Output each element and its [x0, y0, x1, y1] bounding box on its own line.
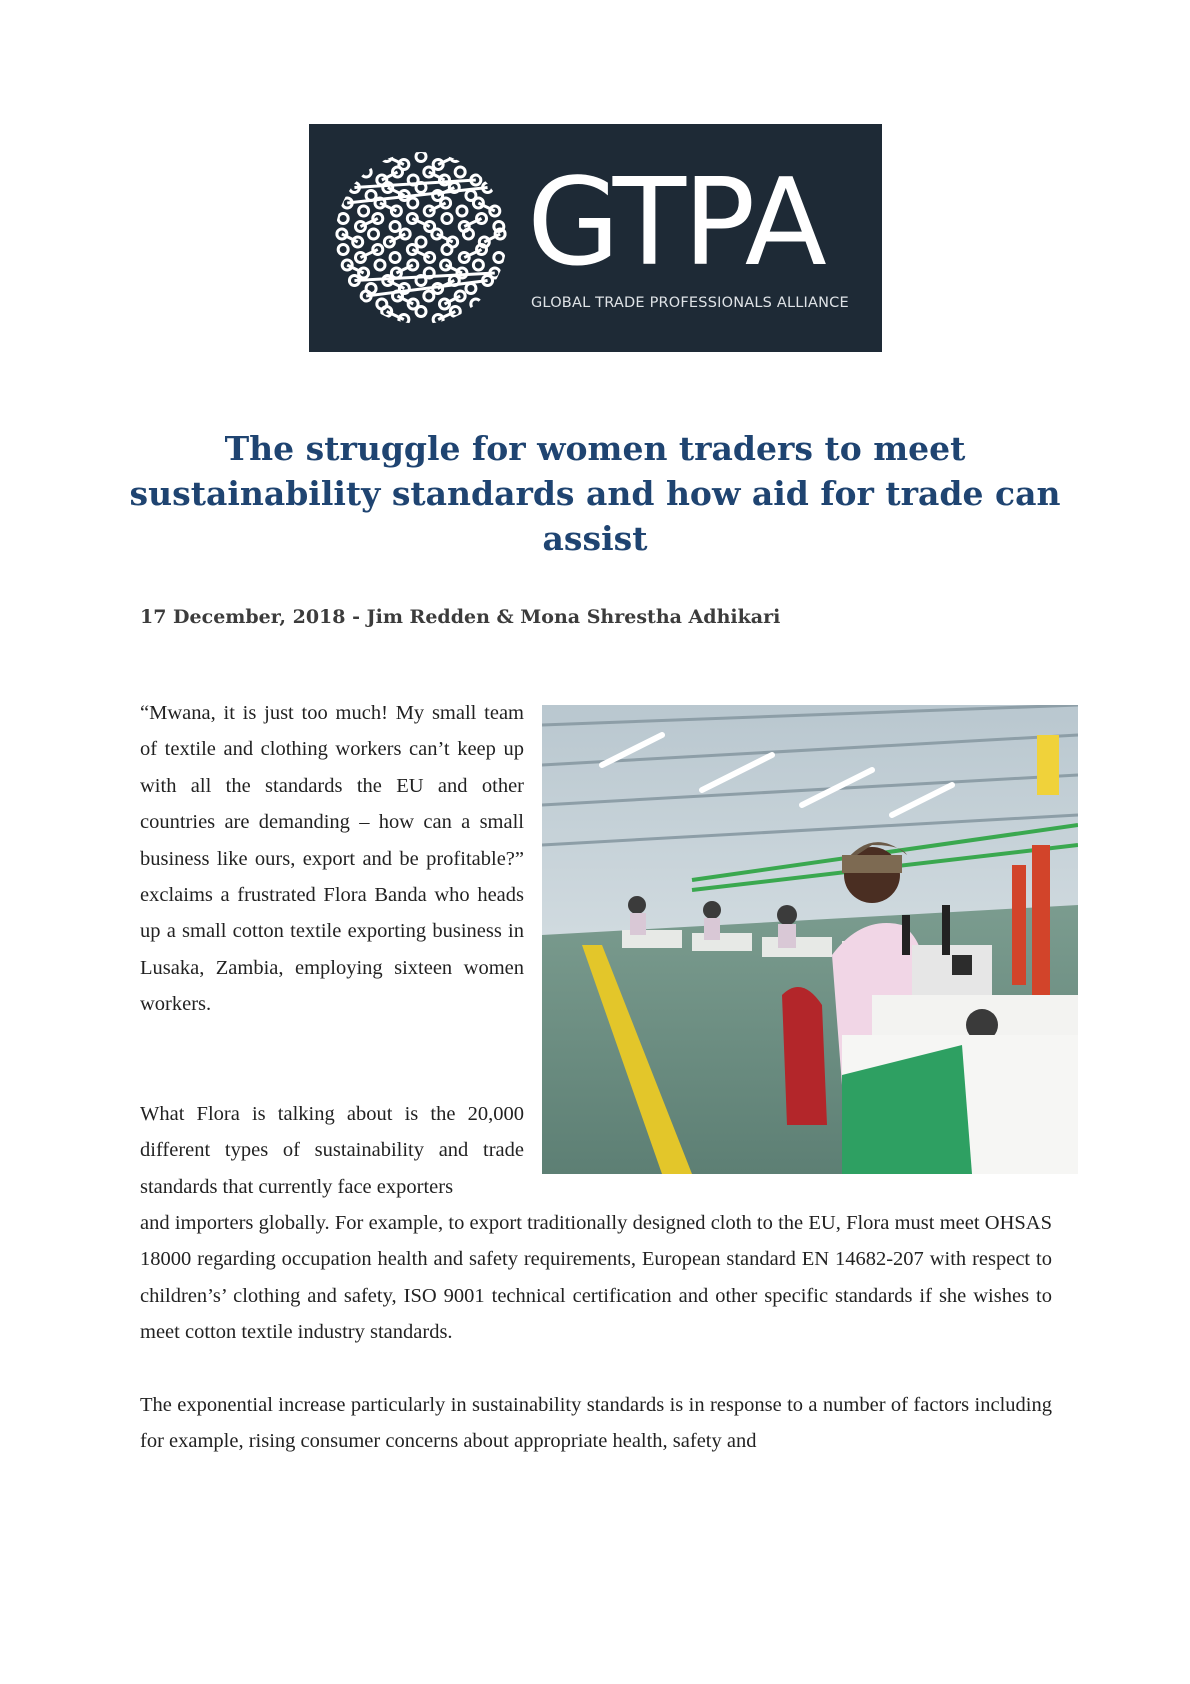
globe-node: [441, 198, 451, 208]
globe-node: [382, 152, 392, 162]
globe-node: [391, 268, 401, 278]
globe-node: [471, 299, 481, 309]
globe-node: [353, 237, 363, 247]
gtpa-logo: [309, 124, 882, 352]
paragraph-exponential-increase: The exponential increase particularly in sustainability standards is in response to a number of factors including for example, rising consumer concerns about appropriate health, safety and: [140, 1394, 1052, 1453]
globe-node: [416, 276, 426, 286]
article-byline: 17 December, 2018 - Jim Redden & Mona Shrestha Adhikari: [140, 606, 781, 628]
globe-node: [375, 198, 385, 208]
globe-node: [455, 167, 465, 177]
textile-factory-image: [542, 705, 1078, 1174]
paragraph-standards-wrapped: What Flora is talking about is the 20,000 different types of sustainability and trade standards that currently face exporters: [140, 1103, 524, 1198]
article-title: The struggle for women traders to meet sustainability standards and how aid for trade can assist: [129, 429, 1061, 558]
globe-node: [408, 260, 418, 270]
logo-wordmark: GTPA: [527, 154, 824, 293]
globe-node: [416, 183, 426, 193]
globe-node: [338, 245, 348, 255]
globe-node: [408, 198, 418, 208]
globe-node: [359, 206, 369, 216]
globe-node: [416, 152, 426, 162]
globe-node: [390, 253, 400, 263]
paragraph-quote: “Mwana, it is just too much! My small team of textile and clothing workers can’t keep up with all the standards the EU and other countries are demanding – how can a small business like ours, export and be profitable?” exclaims a frustrated Flora Banda who heads up a small cotton textile exporting business in Lusaka, Zambia, employing sixteen women workers.: [140, 702, 524, 1016]
globe-node: [384, 237, 394, 247]
globe-node: [375, 260, 385, 270]
globe-network-icon: [333, 150, 509, 326]
globe-node: [359, 268, 369, 278]
globe-node: [442, 214, 452, 224]
globe-node: [424, 206, 434, 216]
globe-node: [361, 167, 371, 177]
globe-node: [473, 260, 483, 270]
logo-tagline: GLOBAL TRADE PROFESSIONALS ALLIANCE: [531, 295, 849, 311]
globe-node: [390, 222, 400, 232]
globe-node: [457, 206, 467, 216]
globe-node: [466, 284, 476, 294]
globe-node: [442, 245, 452, 255]
globe-node: [338, 214, 348, 224]
globe-node: [416, 307, 426, 317]
globe-node: [369, 229, 379, 239]
globe-node: [450, 152, 460, 162]
globe-node: [463, 229, 473, 239]
factory-photo: [542, 705, 1078, 1174]
globe-node: [424, 291, 434, 301]
globe-node: [416, 237, 426, 247]
paragraph-standards-full: and importers globally. For example, to export traditionally designed cloth to the EU, Flora must meet OHSAS 18000 regarding occupation health and safety requirements, European standard EN 14682-207 with respect to children’s’ clothing and safety, ISO 9001 technical certification and other specific standards if she wishes to meet cotton textile industry standards.: [140, 1212, 1052, 1344]
globe-node: [494, 253, 504, 263]
